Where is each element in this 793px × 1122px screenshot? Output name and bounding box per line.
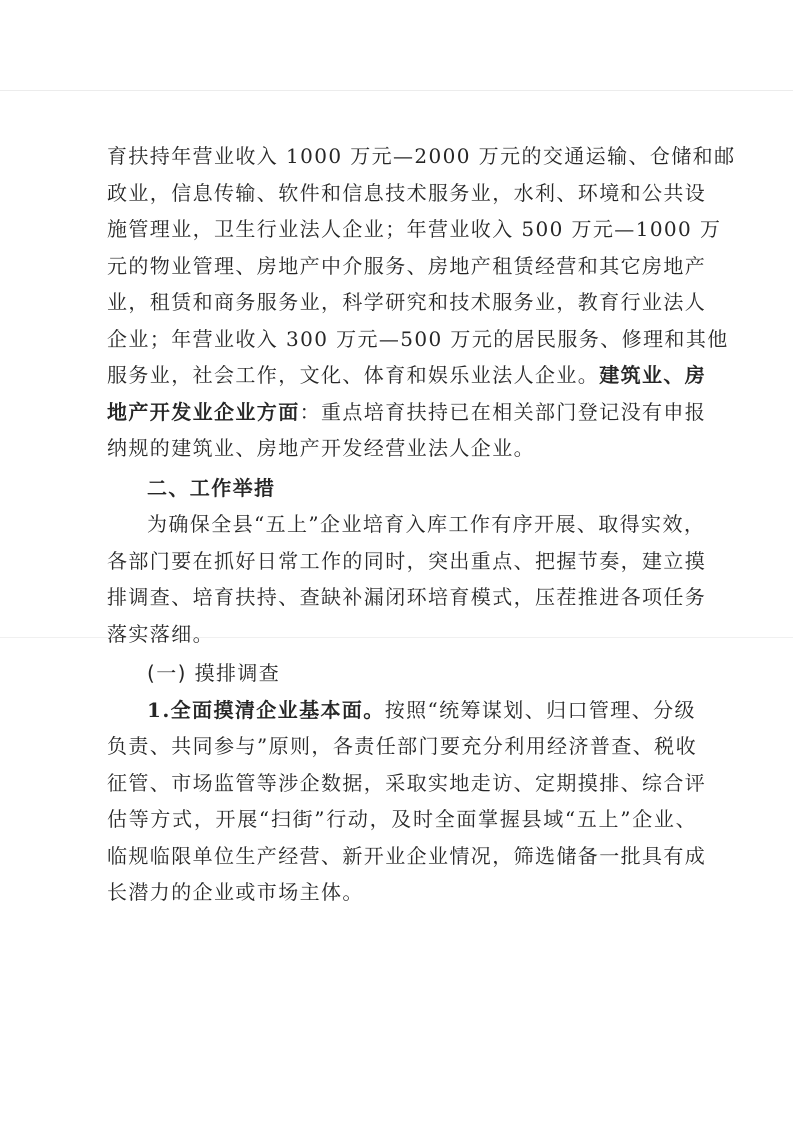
text-line: 企业；年营业收入 300 万元—500 万元的居民服务、修理和其他 <box>107 326 729 351</box>
text-line: 负责、共同参与”原则，各责任部门要充分利用经济普查、税收 <box>107 734 697 758</box>
bold-text-run: 建筑业、房 <box>599 363 707 387</box>
subsection-heading: (一) 摸排调查 <box>147 661 281 685</box>
text-line: 估等方式，开展“扫街”行动，及时全面掌握县域“五上”企业、 <box>107 807 697 831</box>
paragraph-industry-thresholds <box>107 138 736 467</box>
text-line: 为确保全县“五上”企业培育入库工作有序开展、取得实效， <box>147 512 706 536</box>
text-line: 排调查、培育扶持、查缺补漏闭环培育模式，压茬推进各项任务 <box>107 585 707 609</box>
text-line: 政业，信息传输、软件和信息技术服务业，水利、环境和公共设 <box>107 180 707 205</box>
text-line <box>107 357 707 394</box>
text-run: 按照“统筹谋划、归口管理、分级 <box>384 697 696 722</box>
text-line: 元的物业管理、房地产中介服务、房地产租赁经营和其它房地产 <box>107 253 707 278</box>
text-line: 各部门要在抓好日常工作的同时，突出重点、把握节奏，建立摸 <box>107 548 707 573</box>
document-body <box>107 138 736 911</box>
bold-text-run: 地产开发业企业方面 <box>107 399 300 424</box>
section-heading: 二、工作举措 <box>147 475 276 500</box>
text-line: 业，租赁和商务服务业，科学研究和技术服务业，教育行业法人 <box>107 290 707 314</box>
text-line: 施管理业，卫生行业法人企业；年营业收入 500 万元—1000 万 <box>107 217 722 241</box>
text-line: 征管、市场监管等涉企数据，采取实地走访、定期摸排、综合评 <box>107 770 707 795</box>
text-line: 纳规的建筑业、房地产开发经营业法人企业。 <box>107 436 535 460</box>
scan-artifact-line <box>0 90 793 91</box>
text-line <box>107 394 707 431</box>
text-line: 临规临限单位生产经营、新开业企业情况，筛选储备一批具有成 <box>107 843 707 868</box>
text-line: 落实落细。 <box>107 621 214 646</box>
paragraph-work-measures <box>107 506 707 652</box>
bold-text-run: 1.全面摸清企业基本面。 <box>147 697 385 722</box>
text-run: ：重点培育扶持已在相关部门登记没有申报 <box>299 399 707 424</box>
text-line: 长潜力的企业或市场主体。 <box>107 880 364 904</box>
text-line: 育扶持年营业收入 1000 万元—2000 万元的交通运输、仓储和邮 <box>107 144 736 168</box>
text-run: 服务业，社会工作，文化、体育和娱乐业法人企业。 <box>107 363 600 387</box>
text-line <box>107 692 697 729</box>
paragraph-survey <box>107 692 707 911</box>
